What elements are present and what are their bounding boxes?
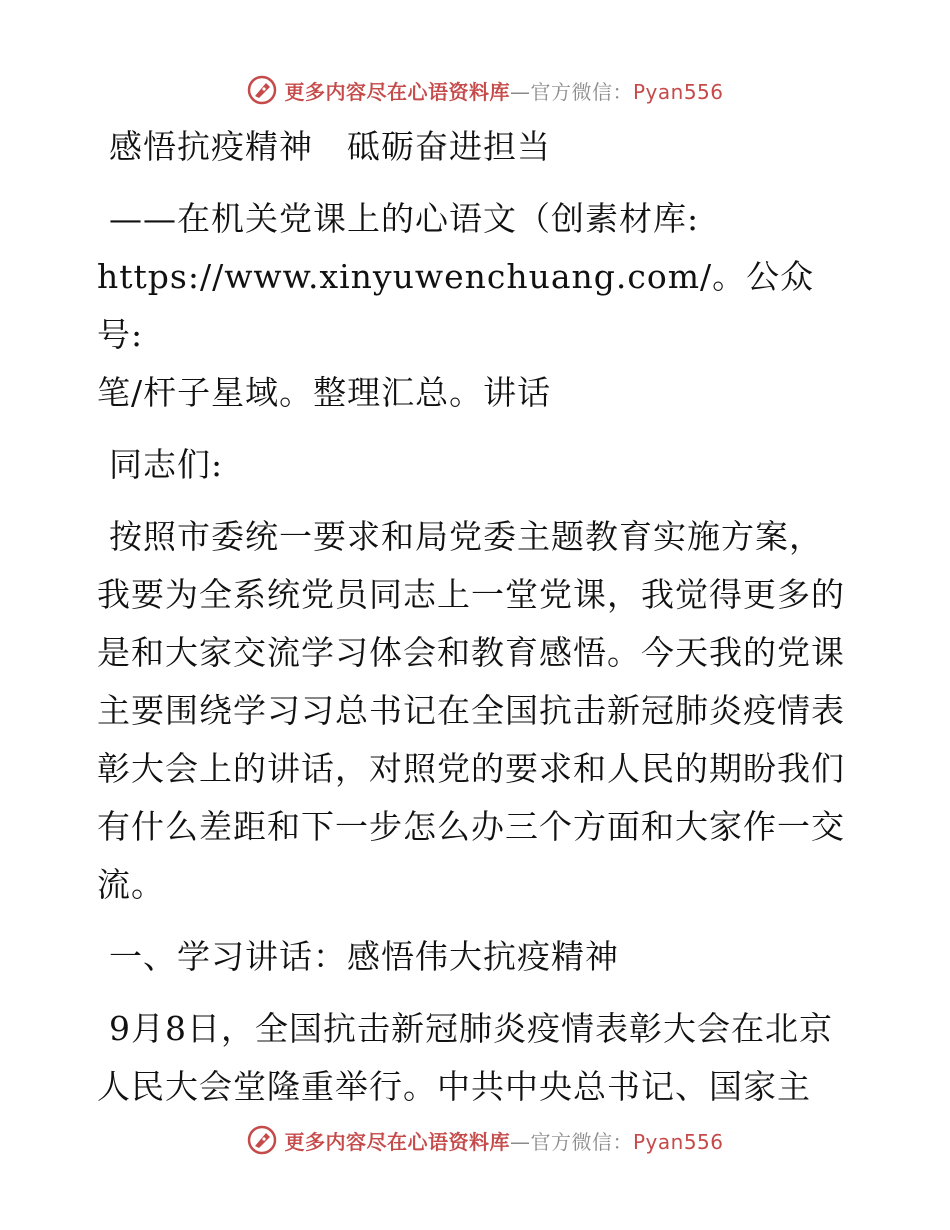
- paragraph-line: 有什么差距和下一步怎么办三个方面和大家作一交: [97, 807, 845, 846]
- paragraph-line: 主要围绕学习习总书记在全国抗击新冠肺炎疫情表: [97, 691, 845, 730]
- paragraph-line: 按照市委统一要求和局党委主题教育实施方案，: [109, 517, 823, 556]
- watermark-account: Pyan556: [632, 1129, 724, 1154]
- document-body: [97, 118, 857, 1116]
- watermark-label: 官方微信：: [530, 79, 633, 104]
- paragraph-line: 流。: [97, 865, 165, 904]
- paragraph-section1: [97, 1000, 857, 1116]
- watermark-separator: —: [509, 79, 531, 104]
- paragraph-line: 彰大会上的讲话，对照党的要求和人民的期盼我们: [97, 749, 845, 788]
- salutation: 同志们:: [109, 445, 224, 484]
- paragraph-line: 我要为全系统党员同志上一堂党课，我觉得更多的: [97, 575, 845, 614]
- subtitle-line: https://www.xinyuwenchuang.com/。公众号:: [97, 257, 815, 354]
- pen-nib-logo-icon: [246, 1124, 278, 1156]
- pen-nib-logo-icon: [246, 74, 278, 106]
- paragraph-line: 人民大会堂隆重举行。中共中央总书记、国家主: [97, 1067, 811, 1106]
- paragraph-line: 是和大家交流学习体会和教育感悟。今天我的党课: [97, 633, 845, 672]
- subtitle-line: ——在机关党课上的心语文（创素材库:: [109, 199, 700, 238]
- subtitle-line: 笔/杆子星域。整理汇总。讲话: [97, 373, 552, 412]
- document-title: 感悟抗疫精神 砥砺奋进担当: [109, 127, 551, 166]
- document-subtitle: [97, 190, 857, 422]
- watermark-main-text: 更多内容尽在心语资料库: [284, 1129, 510, 1154]
- watermark-label: 官方微信：: [530, 1129, 633, 1154]
- watermark-banner-bottom: [0, 1120, 950, 1160]
- paragraph-line: 9月8日，全国抗击新冠肺炎疫情表彰大会在北京: [109, 1009, 833, 1048]
- section-heading: 一、学习讲话：感悟伟大抗疫精神: [109, 937, 619, 976]
- paragraph-intro: [97, 508, 857, 914]
- watermark-banner-top: [0, 70, 950, 110]
- watermark-account: Pyan556: [632, 79, 724, 104]
- watermark-main-text: 更多内容尽在心语资料库: [284, 79, 510, 104]
- watermark-separator: —: [509, 1129, 531, 1154]
